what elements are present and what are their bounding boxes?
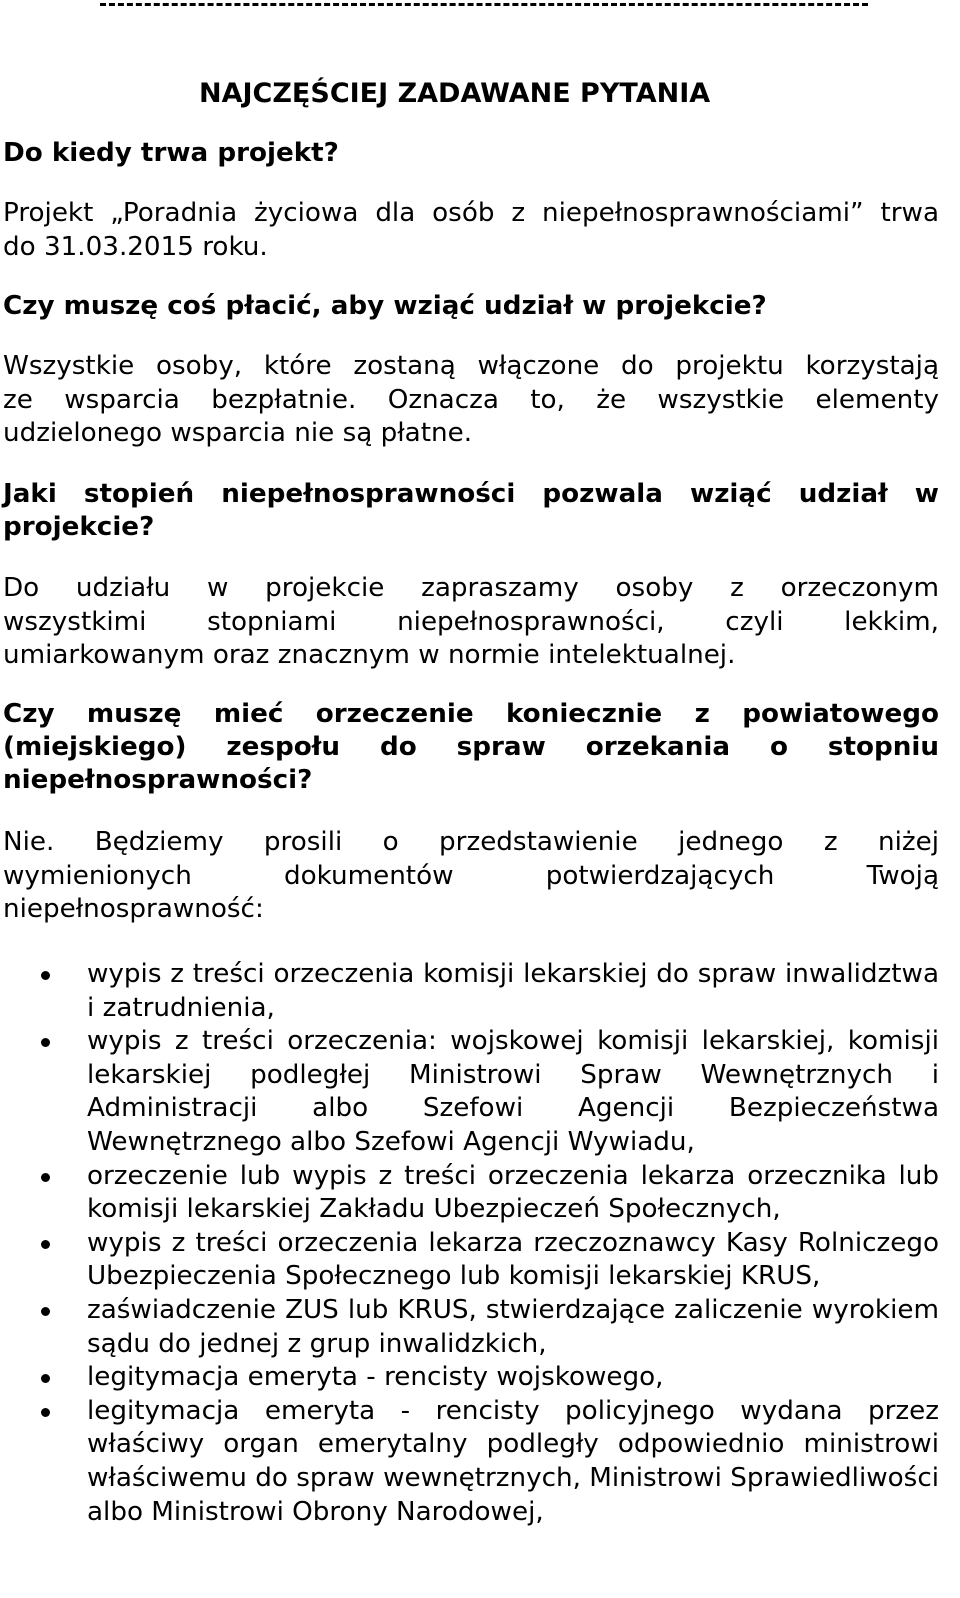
question-line: projekcie? — [3, 512, 155, 542]
list-item-text: wypis z treści orzeczenia komisji lekarskiej do spraw inwalidztwa i zatrudnienia, — [87, 959, 939, 1023]
bullet-icon — [41, 971, 50, 980]
bullet-icon — [41, 1038, 50, 1047]
answer-line: wymienionych dokumentów potwierdzających Twoją — [3, 860, 939, 891]
answer-line: Wszystkie osoby, które zostaną włączone do projektu korzystają — [3, 351, 939, 381]
bullet-icon — [41, 1240, 50, 1249]
documents-list — [3, 958, 939, 1529]
list-item-text: wypis z treści orzeczenia lekarza rzeczoznawcy Kasy Rolniczego Ubezpieczenia Społecznego lub komisji lekarskiej KRUS, — [87, 1227, 939, 1292]
faq-answer — [3, 197, 939, 264]
faq-section-1 — [3, 137, 939, 170]
list-item — [3, 1160, 939, 1227]
answer-line: umiarkowanym oraz znacznym w normie intelektualnej. — [3, 640, 736, 670]
faq-answer — [3, 350, 939, 451]
question-line: (miejskiego) zespołu do spraw orzekania o stopniu — [3, 732, 939, 762]
faq-answer — [3, 572, 939, 673]
question-line: Do kiedy trwa projekt? — [3, 138, 339, 168]
list-item — [3, 1227, 939, 1294]
list-item — [3, 1294, 939, 1361]
answer-line: Do udziału w projekcie zapraszamy osoby z orzeczonym — [3, 573, 939, 603]
faq-answer — [3, 826, 939, 927]
list-item-text: wypis z treści orzeczenia: wojskowej komisji lekarskiej, komisji lekarskiej podległej Ministrowi Spraw Wewnętrznych i Administracji albo Szefowi Agencji Bezpieczeństwa Wewnętrznego albo Szefowi Agencji Wywiadu, — [87, 1026, 939, 1157]
question-line: niepełnosprawności? — [3, 765, 313, 795]
list-item-text: legitymacja emeryta - rencisty policyjnego wydana przez właściwy organ emerytalny podległy odpowiednio ministrowi właściwemu do spraw wewnętrznych, Ministrowi Sprawiedliwości albo Ministrowi Obrony Narodowej, — [87, 1395, 939, 1527]
faq-question — [3, 478, 939, 544]
faq-question — [3, 290, 939, 323]
answer-line: Nie. Będziemy prosili o przedstawienie jednego z niżej — [3, 827, 939, 857]
answer-line: udzielonego wsparcia nie są płatne. — [3, 418, 473, 448]
question-line: Czy muszę coś płacić, aby wziąć udział w projekcie? — [3, 291, 767, 321]
top-dashed-rule — [100, 3, 868, 6]
page-title: NAJCZĘŚCIEJ ZADAWANE PYTANIA — [199, 78, 711, 109]
list-item — [3, 958, 939, 1025]
bullet-icon — [41, 1173, 50, 1182]
question-line: Jaki stopień niepełnosprawności pozwala wziąć udział w — [3, 479, 939, 509]
faq-question — [3, 137, 939, 170]
faq-section-4 — [3, 698, 939, 797]
answer-line: wszystkimi stopniami niepełnosprawności, czyli lekkim, — [3, 606, 939, 637]
list-item-text: zaświadczenie ZUS lub KRUS, stwierdzające zaliczenie wyrokiem sądu do jednej z grup inwalidzkich, — [87, 1294, 939, 1359]
answer-line: niepełnosprawność: — [3, 894, 264, 924]
faq-section-3 — [3, 478, 939, 544]
list-item — [3, 1361, 939, 1395]
answer-line: Projekt „Poradnia życiowa dla osób z niepełnosprawnościami” trwa — [3, 198, 939, 228]
faq-answer-3 — [3, 572, 939, 673]
list-item-text: legitymacja emeryta - rencisty wojskowego, — [87, 1362, 664, 1393]
answer-line: ze wsparcia bezpłatnie. Oznacza to, że wszystkie elementy — [3, 384, 939, 415]
faq-answer-1 — [3, 197, 939, 264]
faq-answer-2 — [3, 350, 939, 451]
question-line: Czy muszę mieć orzeczenie koniecznie z powiatowego — [3, 699, 939, 729]
list-item — [3, 1395, 939, 1529]
faq-question — [3, 698, 939, 797]
bullet-icon — [41, 1307, 50, 1316]
faq-answer-4 — [3, 826, 939, 927]
list-item-text: orzeczenie lub wypis z treści orzeczenia lekarza orzecznika lub komisji lekarskiej Zakładu Ubezpieczeń Społecznych, — [87, 1160, 939, 1225]
bullet-icon — [41, 1408, 50, 1417]
bullet-icon — [41, 1374, 50, 1383]
faq-section-2 — [3, 290, 939, 323]
answer-line: do 31.03.2015 roku. — [3, 231, 268, 262]
list-item — [3, 1025, 939, 1159]
